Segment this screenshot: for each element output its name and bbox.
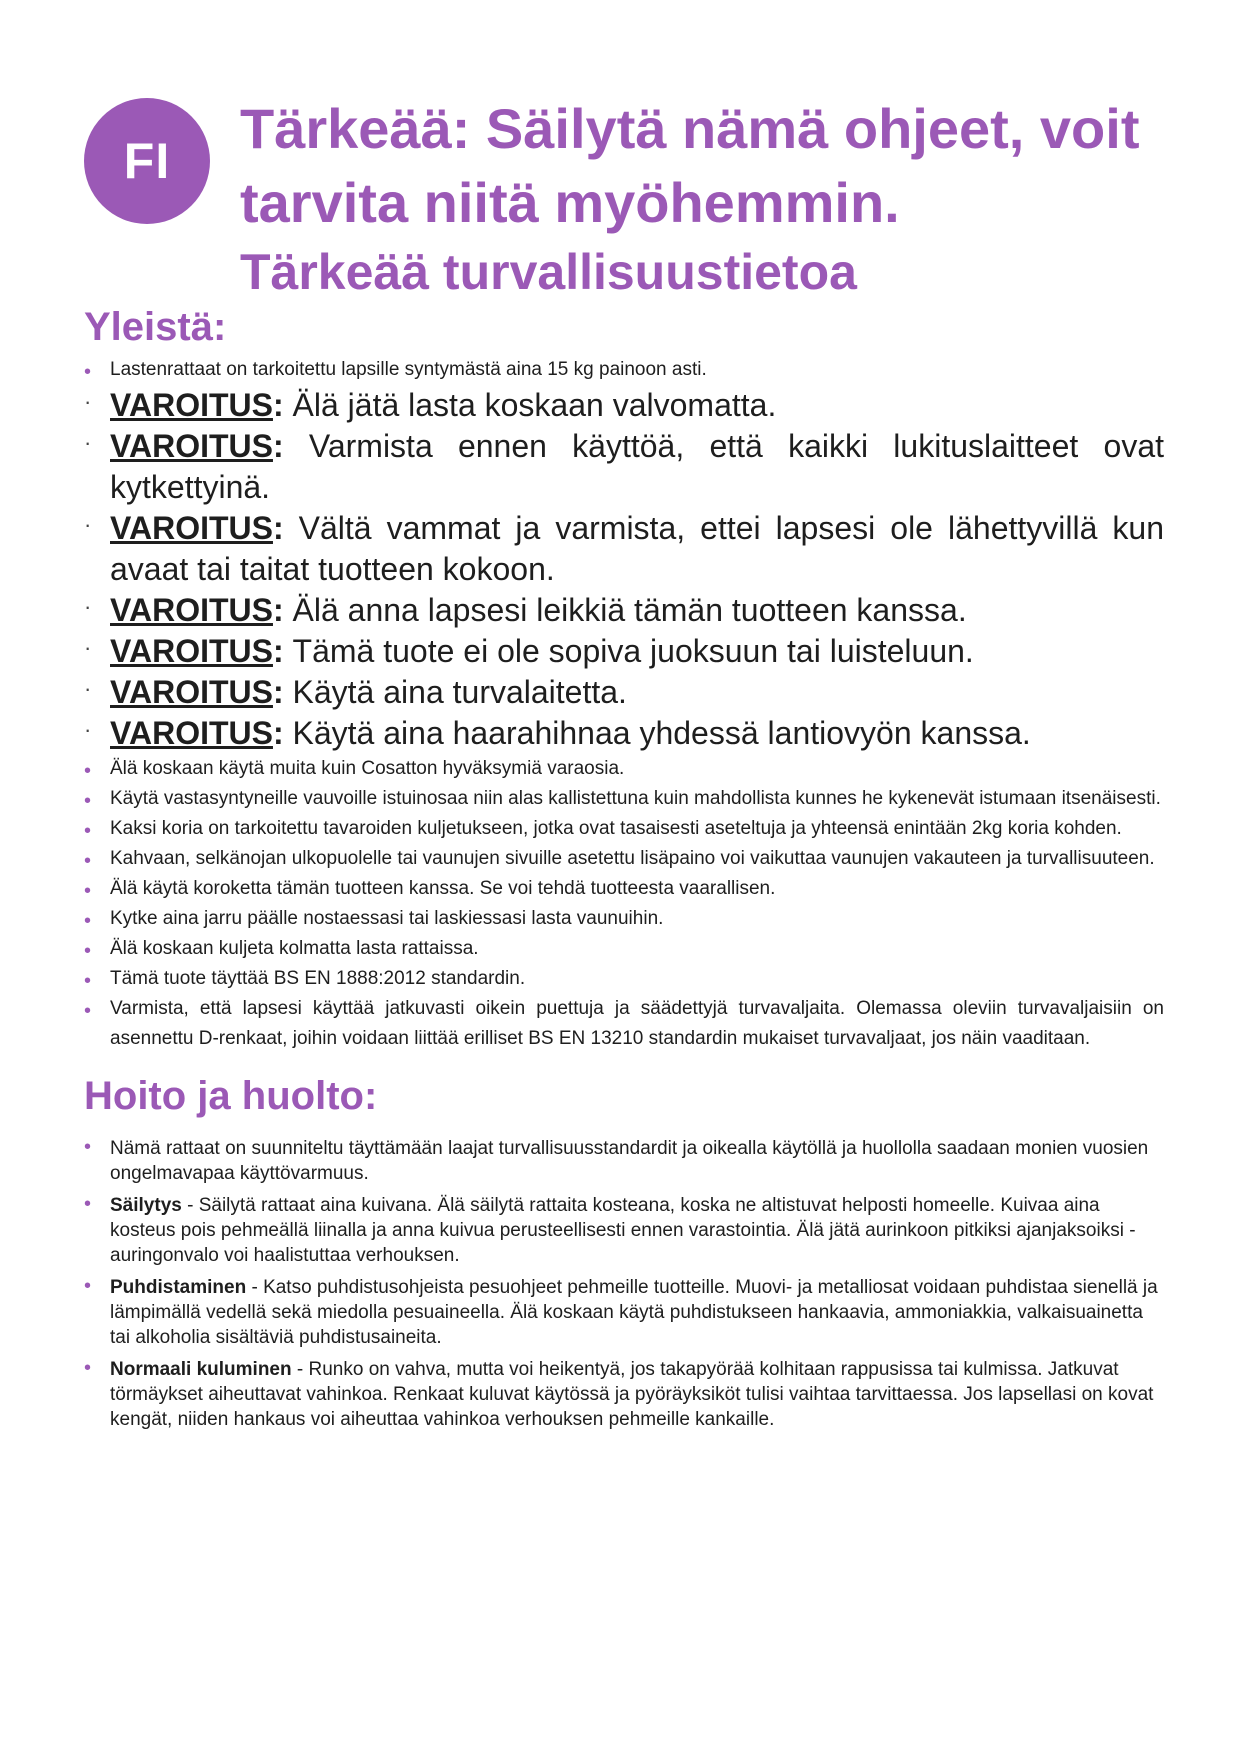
item-text: Varmista, että lapsesi käyttää jatkuvasti oikein puettuja ja säädettyjä turvavaljaita. Olemassa oleviin turvavaljaisiin on asennettu D-renkaat, joihin voidaan liittää erilliset BS EN 13210 standardin mukaiset turvavaljaat, jos näin vaaditaan. (110, 998, 1164, 1049)
bullet-icon: • (84, 760, 92, 782)
list-item (84, 994, 1164, 1054)
warning-item: · VAROITUS: Varmista ennen käyttöä, että kaikki lukituslaitteet ovat kytkettyinä. (84, 426, 1164, 508)
page-title-line-2: tarvita niitä myöhemmin. (240, 171, 900, 234)
care-item-text: - Katso puhdistusohjeista pesuohjeet pehmeille tuotteille. Muovi- ja metalliosat voidaan puhdistaa sienellä ja lämpimällä vedellä sekä miedolla pesuaineella. Älä koskaan käytä puhdistukseen hankaavia, ammoniakkia, valkaisuainetta tai alkoholia sisältäviä puhdistusaineita. (110, 1277, 1158, 1348)
list-item (84, 844, 1164, 874)
list-item (84, 814, 1164, 844)
list-item (84, 754, 1164, 784)
bullet-icon: • (84, 361, 92, 383)
item-text: Käytä aina turvalaitetta. (292, 674, 627, 710)
item-text: Älä koskaan käytä muita kuin Cosatton hyväksymiä varaosia. (110, 758, 625, 779)
language-badge-label: FI (123, 133, 171, 189)
bullet-icon: • (84, 940, 92, 962)
warning-label: VAROITUS (110, 674, 273, 710)
list-item (84, 964, 1164, 994)
item-text: Lastenrattaat on tarkoitettu lapsille syntymästä aina 15 kg painoon asti. (110, 359, 707, 380)
item-text: Kytke aina jarru päälle nostaessasi tai laskiessasi lasta vaunuihin. (110, 908, 664, 929)
item-text: Tämä tuote ei ole sopiva juoksuun tai luisteluun. (292, 633, 974, 669)
bullet-icon: • (84, 1136, 92, 1158)
bullet-icon: • (84, 1357, 92, 1379)
warning-label: VAROITUS (110, 387, 273, 423)
bullet-icon: · (84, 717, 92, 742)
item-text: Kahvaan, selkänojan ulkopuolelle tai vaunujen sivuille asetettu lisäpaino voi vaikuttaa vaunujen vakauteen ja turvallisuuteen. (110, 848, 1155, 869)
list-item (84, 904, 1164, 934)
warning-label: VAROITUS (110, 592, 273, 628)
list-item (84, 934, 1164, 964)
item-text: Kaksi koria on tarkoitettu tavaroiden kuljetukseen, jotka ovat tasaisesti aseteltuja ja yhteensä enintään 2kg koria kohden. (110, 818, 1122, 839)
care-item (84, 1357, 1164, 1432)
item-text: Vältä vammat ja varmista, ettei lapsesi ole lähettyvillä kun avaat tai taitat tuotteen kokoon. (110, 510, 1164, 587)
care-list (84, 1136, 1164, 1432)
item-text: Älä jätä lasta koskaan valvomatta. (292, 387, 777, 423)
bullet-icon: • (84, 850, 92, 872)
bullet-icon: · (84, 594, 92, 619)
bullet-icon: · (84, 512, 92, 537)
general-list (84, 355, 1164, 1054)
bullet-icon: • (84, 880, 92, 902)
care-item-text: Nämä rattaat on suunniteltu täyttämään laajat turvallisuusstandardit ja oikealla käytöllä ja huollolla saadaan monien vuosien ongelmavapaa käyttövarmuus. (110, 1138, 1149, 1184)
bullet-icon: · (84, 635, 92, 660)
warning-label: VAROITUS (110, 715, 273, 751)
bullet-icon: · (84, 430, 92, 455)
item-text: Älä koskaan kuljeta kolmatta lasta rattaissa. (110, 938, 479, 959)
care-item (84, 1193, 1164, 1268)
warning-item: · VAROITUS: Käytä aina haarahihnaa yhdessä lantiovyön kanssa. (84, 713, 1164, 754)
care-item-text: - Säilytä rattaat aina kuivana. Älä säilytä rattaita kosteana, koska ne altistuvat helposti homeelle. Kuivaa aina kosteus pois pehmeällä liinalla ja anna kuivua perusteellisesti ennen varastointia. Älä jätä aurinkoon pitkiksi ajanjaksoiksi - auringonvalo voi haalistuttaa verhouksen. (110, 1195, 1136, 1266)
bullet-icon: • (84, 970, 92, 992)
item-text: Älä anna lapsesi leikkiä tämän tuotteen kanssa. (292, 592, 967, 628)
item-text: Tämä tuote täyttää BS EN 1888:2012 standardin. (110, 968, 526, 989)
care-item-text: - Runko on vahva, mutta voi heikentyä, jos takapyörää kolhitaan rappusissa tai kulmissa. Jatkuvat törmäykset aiheuttavat vahinkoa. Renkaat kuluvat käytössä ja pyöräyksiköt tulisi vaihtaa tarvittaessa. Jos lapsellasi on kovat kengät, niiden hankaus voi aiheuttaa vahinkoa verhouksen pehmeille kankaille. (110, 1359, 1154, 1430)
main-content (84, 303, 1164, 1439)
care-item-title: Puhdistaminen (110, 1277, 247, 1298)
list-item (84, 355, 1164, 385)
language-badge (84, 98, 210, 224)
bullet-icon: • (84, 1000, 92, 1022)
care-item (84, 1275, 1164, 1350)
item-text: Käytä aina haarahihnaa yhdessä lantiovyön kanssa. (292, 715, 1031, 751)
warning-item: · VAROITUS: Älä anna lapsesi leikkiä tämän tuotteen kanssa. (84, 590, 1164, 631)
page-subtitle: Tärkeää turvallisuustietoa (240, 244, 857, 300)
bullet-icon: • (84, 910, 92, 932)
warning-item: · VAROITUS: Vältä vammat ja varmista, ettei lapsesi ole lähettyvillä kun avaat tai taitat tuotteen kokoon. (84, 508, 1164, 590)
general-heading: Yleistä: (84, 305, 227, 349)
warning-item: · VAROITUS: Käytä aina turvalaitetta. (84, 672, 1164, 713)
item-text: Älä käytä koroketta tämän tuotteen kanssa. Se voi tehdä tuotteesta vaarallisen. (110, 878, 776, 899)
bullet-icon: · (84, 389, 92, 414)
bullet-icon: • (84, 1193, 92, 1215)
warning-item: · VAROITUS: Tämä tuote ei ole sopiva juoksuun tai luisteluun. (84, 631, 1164, 672)
warning-label: VAROITUS (110, 428, 273, 464)
care-item-title: Normaali kuluminen (110, 1359, 292, 1380)
list-item (84, 784, 1164, 814)
item-text: Varmista ennen käyttöä, että kaikki lukituslaitteet ovat kytkettyinä. (110, 428, 1165, 505)
bullet-icon: • (84, 1275, 92, 1297)
bullet-icon: • (84, 790, 92, 812)
page-header (240, 92, 1180, 304)
list-item (84, 874, 1164, 904)
warning-label: VAROITUS (110, 510, 273, 546)
warning-label: VAROITUS (110, 633, 273, 669)
bullet-icon: • (84, 820, 92, 842)
care-item-title: Säilytys (110, 1195, 182, 1216)
care-heading: Hoito ja huolto: (84, 1074, 378, 1118)
page-title-line-1: Tärkeää: Säilytä nämä ohjeet, voit (240, 97, 1140, 160)
bullet-icon: · (84, 676, 92, 701)
care-item (84, 1136, 1164, 1186)
warning-item: · VAROITUS: Älä jätä lasta koskaan valvomatta. (84, 385, 1164, 426)
item-text: Käytä vastasyntyneille vauvoille istuinosaa niin alas kallistettuna kuin mahdollista kunnes he kykenevät istumaan itsenäisesti. (110, 788, 1161, 809)
